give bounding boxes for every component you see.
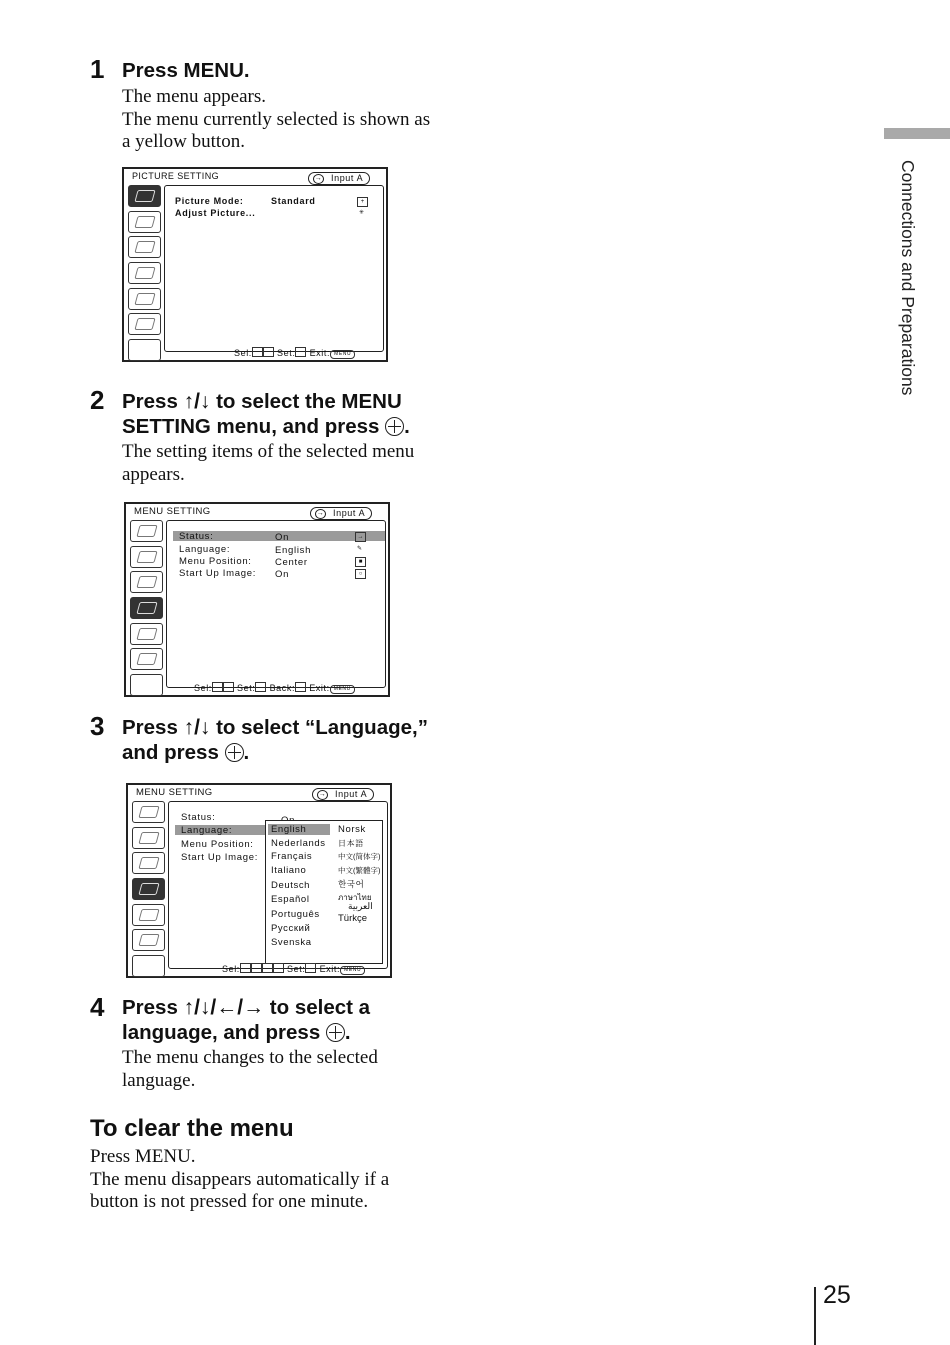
adjust-picture-icon: ✳ [358, 210, 365, 216]
installation-setting-icon [128, 288, 161, 310]
step-3-number: 3 [90, 711, 105, 741]
menu-setting-icon [132, 878, 165, 900]
clear-menu-body-line: button is not pressed for one minute. [90, 1191, 369, 1212]
status-icon: → [355, 532, 366, 542]
step-4-number: 4 [90, 992, 105, 1022]
footer-exit: Exit: [319, 964, 341, 974]
input-label: Input A [335, 789, 368, 799]
language-option[interactable]: Deutsch [271, 880, 311, 891]
language-option[interactable]: Français [271, 851, 313, 862]
empty-icon-slot [130, 674, 163, 696]
menu-setting-icon [128, 262, 161, 284]
language-label: Language: [181, 825, 233, 836]
empty-icon-slot [132, 955, 165, 977]
clear-menu-body-line: The menu disappears automatically if a [90, 1168, 390, 1190]
language-option[interactable]: 中文(繁體字) [338, 866, 381, 875]
step-3-heading: Press ↑/↓ to select “Language,” and press . [122, 716, 428, 764]
step-4-body-line: The menu changes to the selected [122, 1047, 378, 1068]
input-indicator [312, 788, 374, 801]
screen-title: PICTURE SETTING [132, 171, 220, 181]
adjust-signal-icon [130, 546, 163, 568]
start-up-image-icon: ○ [355, 569, 366, 579]
language-option[interactable]: Norsk [338, 824, 366, 835]
input-icon: → [314, 175, 323, 182]
up-down-arrow-icon: ↑/↓ [183, 716, 211, 739]
adjust-signal-icon [132, 827, 165, 849]
step-4-heading-text: to select a [264, 996, 371, 1019]
enter-icon [255, 682, 266, 692]
settings-panel [164, 185, 384, 352]
picture-setting-icon [132, 801, 165, 823]
language-option[interactable]: Türkçe [338, 913, 368, 924]
picture-setting-icon [128, 185, 161, 207]
menu-setting-icon [130, 597, 163, 619]
empty-icon-slot [128, 339, 161, 361]
step-4-heading-text: Press [122, 996, 184, 1019]
footer-sel: Sel: [234, 348, 252, 358]
step-2-body-line: The setting items of the selected menu [122, 441, 415, 462]
input-setting-icon [130, 571, 163, 593]
screen-footer [194, 682, 355, 694]
step-2-heading: Press ↑/↓ to select the MENU SETTING menu, and press . [122, 390, 410, 438]
language-option[interactable]: Nederlands [271, 838, 326, 849]
screen-footer [222, 963, 365, 975]
clear-menu-body [90, 1146, 389, 1214]
step-2-body [122, 441, 414, 486]
input-icon: → [316, 510, 325, 517]
up-down-arrow-icon: ↑/↓ [183, 390, 211, 413]
menu-position-icon: ■ [355, 557, 366, 567]
language-option[interactable]: العربية [348, 901, 373, 911]
side-tab-bar [884, 128, 950, 139]
step-2-heading-text: SETTING menu, and press [122, 415, 386, 438]
picture-mode-label: Picture Mode: [175, 196, 244, 206]
adjust-signal-icon [128, 211, 161, 233]
language-option[interactable]: Português [271, 909, 320, 920]
picture-mode-value: Standard [271, 196, 316, 206]
menu-setting-screen [124, 502, 390, 697]
language-option[interactable]: 中文(简体字) [338, 852, 381, 861]
information-icon [128, 313, 161, 335]
screen-title: MENU SETTING [136, 787, 213, 798]
up-down-icon [223, 682, 234, 692]
language-option[interactable]: 日本語 [338, 839, 364, 848]
screen-title: MENU SETTING [134, 506, 211, 517]
input-setting-icon [128, 236, 161, 258]
step-2-number: 2 [90, 385, 105, 415]
step-3-heading-text: to select “Language,” [210, 716, 428, 739]
enter-icon [305, 963, 316, 973]
side-tab-label: Connections and Preparations [898, 160, 918, 396]
language-icon: ✎ [356, 546, 363, 552]
language-option[interactable]: Русский [271, 923, 311, 934]
step-4-body-line: language. [122, 1069, 196, 1091]
step-1-body-line: The menu currently selected is shown as [122, 108, 431, 130]
up-down-icon [252, 347, 263, 357]
start-up-image-label: Start Up Image: [179, 568, 257, 579]
clear-menu-heading: To clear the menu [90, 1115, 294, 1142]
installation-setting-icon [130, 623, 163, 645]
step-2-heading-text: Press [122, 390, 184, 413]
input-setting-icon [132, 852, 165, 874]
settings-panel [168, 801, 388, 969]
input-label: Input A [331, 173, 364, 183]
input-indicator [310, 507, 372, 520]
up-icon [251, 963, 262, 973]
language-list-popup[interactable] [265, 820, 383, 964]
menu-icon-column [130, 520, 163, 700]
language-option[interactable]: Español [271, 894, 310, 905]
screen-footer [234, 347, 355, 359]
step-4-heading-text: language, and press [122, 1021, 326, 1044]
input-indicator [308, 172, 370, 185]
status-label: Status: [179, 531, 214, 542]
clear-menu-body-line: Press MENU. [90, 1146, 196, 1167]
menu-position-label: Menu Position: [181, 839, 254, 850]
step-2-body-line: appears. [122, 463, 185, 485]
picture-mode-icon: + [357, 197, 368, 207]
right-icon [262, 963, 273, 973]
information-icon [130, 648, 163, 670]
menu-icon-column [132, 801, 165, 981]
start-up-image-value: On [275, 569, 290, 580]
page-number: 25 [823, 1281, 851, 1309]
footer-sel: Sel: [222, 964, 240, 974]
footer-back: Back: [269, 683, 296, 693]
step-1-number: 1 [90, 54, 105, 84]
footer-sel: Sel: [194, 683, 212, 693]
status-value: On [275, 532, 290, 543]
information-icon [132, 929, 165, 951]
step-4-heading: Press ↑/↓/←/→ to select a language, and press . [122, 996, 371, 1044]
settings-panel [166, 520, 386, 688]
footer-exit: Exit: [309, 683, 330, 693]
menu-position-label: Menu Position: [179, 556, 252, 567]
back-icon [295, 682, 306, 692]
picture-setting-screen [122, 167, 388, 362]
enter-button-icon [225, 743, 244, 762]
down-icon [273, 963, 284, 973]
step-1-body [122, 86, 430, 154]
menu-position-value: Center [275, 557, 308, 568]
step-2-heading-text: to select the MENU [210, 390, 402, 413]
language-select-screen [126, 783, 392, 978]
up-down-icon [263, 347, 274, 357]
enter-icon [295, 347, 306, 357]
adjust-picture-label: Adjust Picture... [175, 208, 256, 218]
footer-set: Set: [287, 964, 306, 974]
language-option[interactable]: ภาษาไทย [338, 893, 372, 902]
start-up-image-label: Start Up Image: [181, 852, 259, 863]
language-option[interactable]: Svenska [271, 937, 312, 948]
picture-setting-icon [130, 520, 163, 542]
language-option[interactable]: English [271, 824, 307, 835]
four-way-arrow-icon: ↑/↓/←/→ [183, 996, 265, 1019]
status-label: Status: [181, 812, 216, 823]
menu-button-icon: MENU [330, 685, 355, 694]
step-1-heading: Press MENU. [122, 59, 250, 82]
menu-button-icon: MENU [340, 966, 365, 975]
step-3-heading-text: and press [122, 741, 225, 764]
enter-button-icon [385, 417, 404, 436]
menu-button-icon: MENU [330, 350, 355, 359]
language-label: Language: [179, 544, 231, 555]
step-1-body-line: a yellow button. [122, 131, 245, 152]
language-option[interactable]: 한국어 [338, 879, 365, 889]
language-value: English [275, 545, 312, 556]
footer-set: Set: [237, 683, 256, 693]
footer-set: Set: [277, 348, 296, 358]
left-icon [240, 963, 251, 973]
input-label: Input A [333, 508, 366, 518]
footer-exit: Exit: [309, 348, 331, 358]
installation-setting-icon [132, 904, 165, 926]
step-3-heading-text: Press [122, 716, 184, 739]
up-down-icon [212, 682, 223, 692]
menu-icon-column [128, 185, 161, 365]
step-1-body-line: The menu appears. [122, 86, 267, 107]
language-option[interactable]: Italiano [271, 865, 307, 876]
enter-button-icon [326, 1023, 345, 1042]
page-number-rule [814, 1287, 816, 1345]
input-icon: → [318, 791, 327, 798]
step-4-body [122, 1047, 378, 1092]
